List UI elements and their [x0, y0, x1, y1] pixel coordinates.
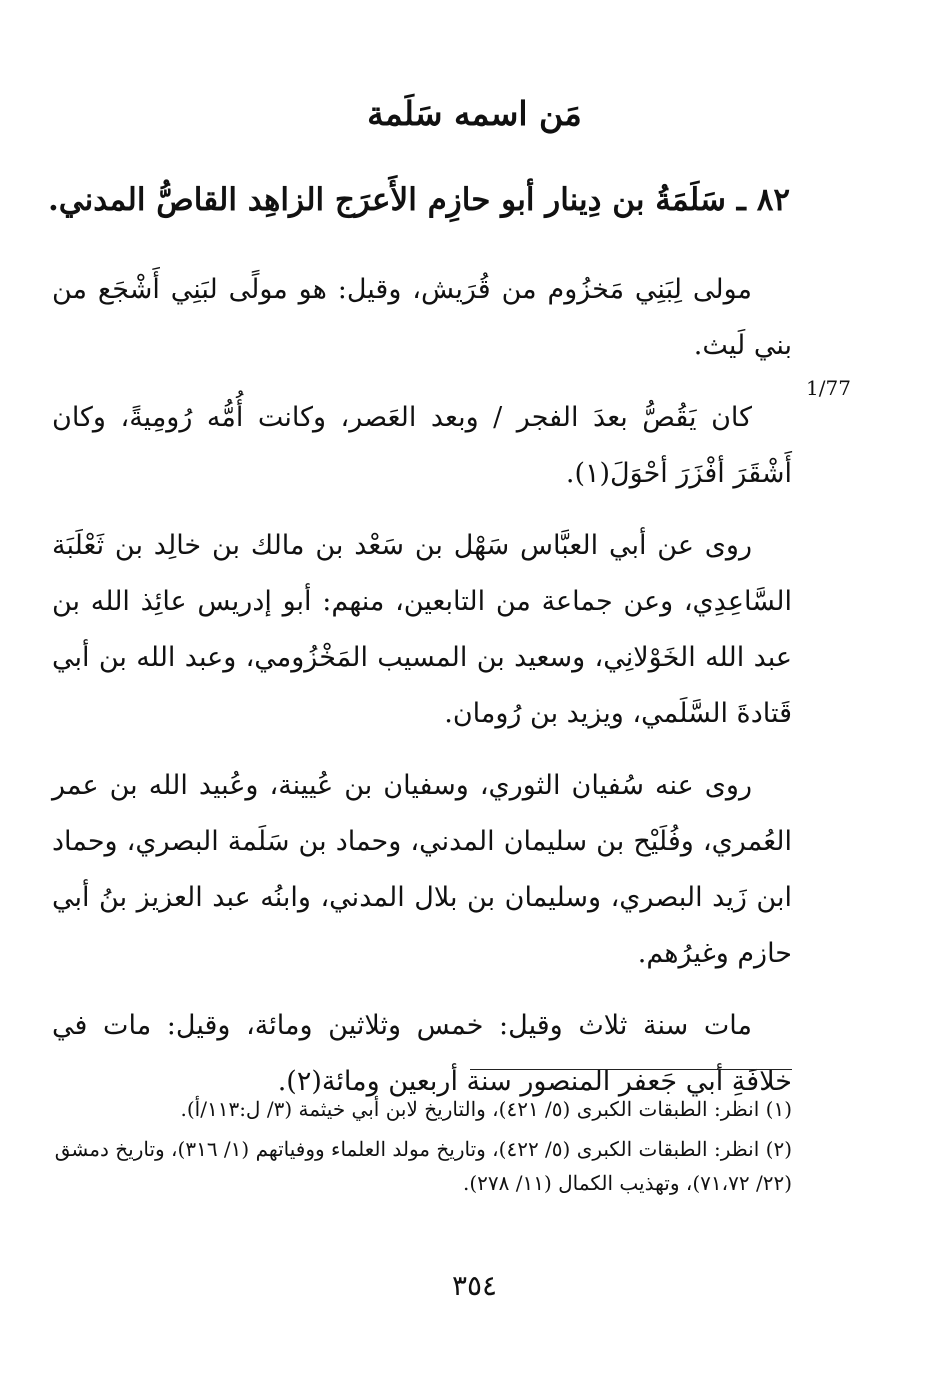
entry-body	[52, 262, 792, 1126]
paragraph-description: كان يَقُصُّ بعدَ الفجر / وبعد العَصر، وكانت أُمُّه رُومِيةً، وكان أَشْقَرَ أفْزَرَ أحْوَلَ(١).	[52, 402, 792, 489]
entry-title: ٨٢ ـ سَلَمَةُ بن دِينار أبو حازِم الأَعرَج الزاهِد القاصُّ المدني.	[47, 182, 790, 218]
footnote-divider	[470, 1069, 792, 1070]
paragraph-death: مات سنة ثلاث وقيل: خمس وثلاثين ومائة، وقيل: مات في خلافَةِ أبي جَعفر المنصور سنة أربعين ومائة(٢).	[52, 1010, 792, 1097]
footnote-item: (٢) انظر: الطبقات الكبرى (٥/ ٤٢٢)، وتاريخ مولد العلماء ووفياتهم (١/ ٣١٦)، وتاريخ دمشق (٢٢/ ٧١،٧٢)، وتهذيب الكمال (١١/ ٢٧٨).	[54, 1137, 792, 1195]
footnote-item: (١) انظر: الطبقات الكبرى (٥/ ٤٢١)، والتاريخ لابن أبي خيثمة (٣/ ل:١١٣/أ).	[180, 1097, 792, 1121]
footnotes	[52, 1092, 792, 1206]
margin-reference: 1/77	[806, 376, 851, 400]
paragraph-lineage: مولى لِبَنِي مَخزُوم من قُرَيش، وقيل: هو مولًى لبَنِي أَشْجَع من بني لَيث.	[52, 274, 792, 361]
paragraph-narrated-from: روى عن أبي العبَّاس سَهْل بن سَعْد بن مالك بن خالِد بن ثَعْلَبَة السَّاعِدِي، وعن جماعة من التابعين، منهم: أبو إدريس عائِذ الله بن عبد الله الخَوْلانِي، وسعيد بن المسيب المَخْزُومي، وعبد الله بن أبي قَتادةَ السَّلَمي، ويزيد بن رُومان.	[52, 530, 793, 729]
page-number: ٣٥٤	[451, 1269, 498, 1302]
section-heading: مَن اسمه سَلَمة	[367, 94, 582, 133]
paragraph-narrators: روى عنه سُفيان الثوري، وسفيان بن عُيينة، وعُبيد الله بن عمر العُمري، وفُلَيْح بن سليمان المدني، وحماد بن سَلَمة البصري، وحماد ابن زَيد البصري، وسليمان بن بلال المدني، وابنُه عبد العزيز بنُ أبي حازم وغيرُهم.	[52, 770, 792, 969]
